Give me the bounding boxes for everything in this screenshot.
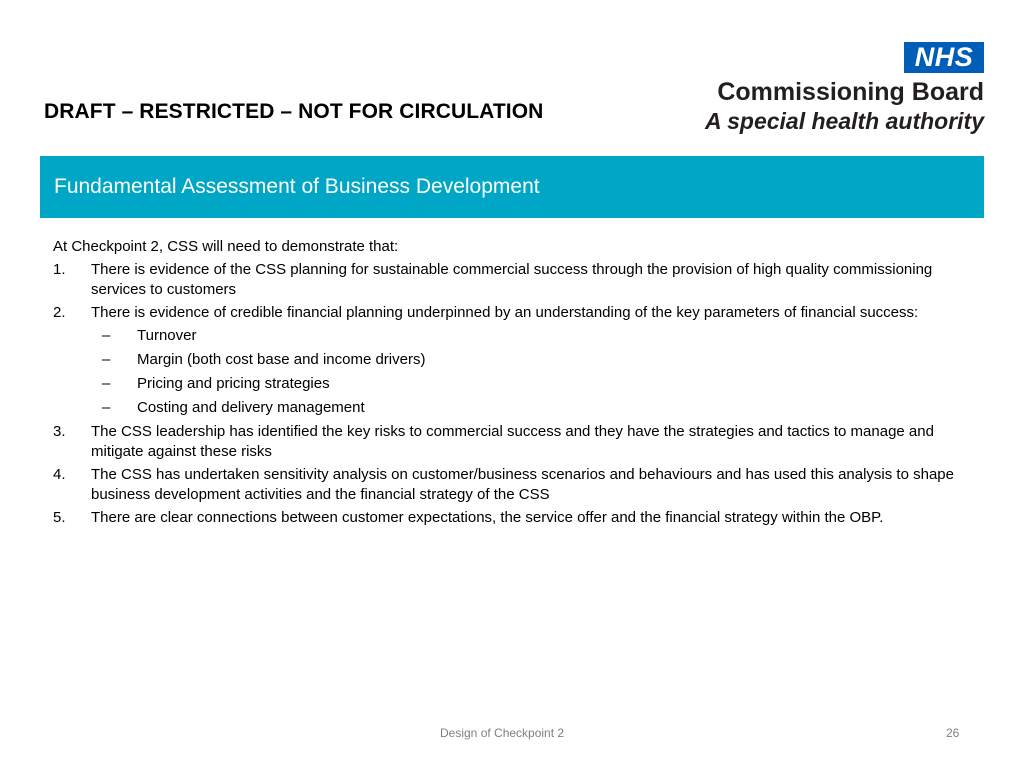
list-item-text: There is evidence of the CSS planning for sustainable commercial success through the provision of high quality commissioning services to customers	[91, 261, 933, 298]
footer-title: Design of Checkpoint 2	[440, 726, 565, 740]
list-marker: 3.	[53, 423, 66, 440]
sub-list-item-text: Costing and delivery management	[137, 399, 365, 416]
sub-list-item	[53, 350, 963, 370]
list-item	[53, 422, 963, 462]
nhs-badge: NHS	[904, 42, 984, 73]
sub-list-marker: –	[102, 399, 111, 416]
intro-text: At Checkpoint 2, CSS will need to demonstrate that:	[53, 238, 399, 255]
page-number: 26	[946, 726, 960, 740]
sub-list-item	[53, 326, 963, 346]
sub-list-item-text: Pricing and pricing strategies	[137, 375, 330, 392]
list-marker: 1.	[53, 261, 66, 278]
list-item	[53, 260, 963, 300]
title-banner	[40, 156, 984, 218]
sub-list-item	[53, 374, 963, 394]
list-item	[53, 303, 963, 323]
list-item	[53, 508, 963, 528]
list-item-text: The CSS has undertaken sensitivity analysis on customer/business scenarios and behaviours and has used this analysis to shape business development activities and the financial strategy of the CSS	[91, 466, 954, 503]
list-item-text: There is evidence of credible financial planning underpinned by an understanding of the key parameters of financial success:	[91, 304, 919, 321]
nhs-logo	[700, 38, 990, 138]
draft-notice: DRAFT – RESTRICTED – NOT FOR CIRCULATION	[44, 100, 544, 123]
org-subtitle: A special health authority	[704, 108, 984, 134]
slide-title: Fundamental Assessment of Business Development	[54, 175, 540, 198]
list-item-text: The CSS leadership has identified the key risks to commercial success and they have the strategies and tactics to manage and mitigate against these risks	[91, 423, 934, 460]
list-marker: 4.	[53, 466, 66, 483]
slide-content	[53, 237, 963, 531]
sub-list-item-text: Turnover	[137, 327, 197, 344]
sub-list-marker: –	[102, 351, 111, 368]
org-name: Commissioning Board	[717, 78, 984, 106]
sub-list-item-text: Margin (both cost base and income drivers)	[137, 351, 426, 368]
sub-list-item	[53, 398, 963, 418]
list-marker: 5.	[53, 509, 66, 526]
sub-list-marker: –	[102, 327, 111, 344]
list-marker: 2.	[53, 304, 66, 321]
sub-list-marker: –	[102, 375, 111, 392]
list-item	[53, 465, 963, 505]
list-item-text: There are clear connections between customer expectations, the service offer and the financial strategy within the OBP.	[91, 509, 884, 526]
